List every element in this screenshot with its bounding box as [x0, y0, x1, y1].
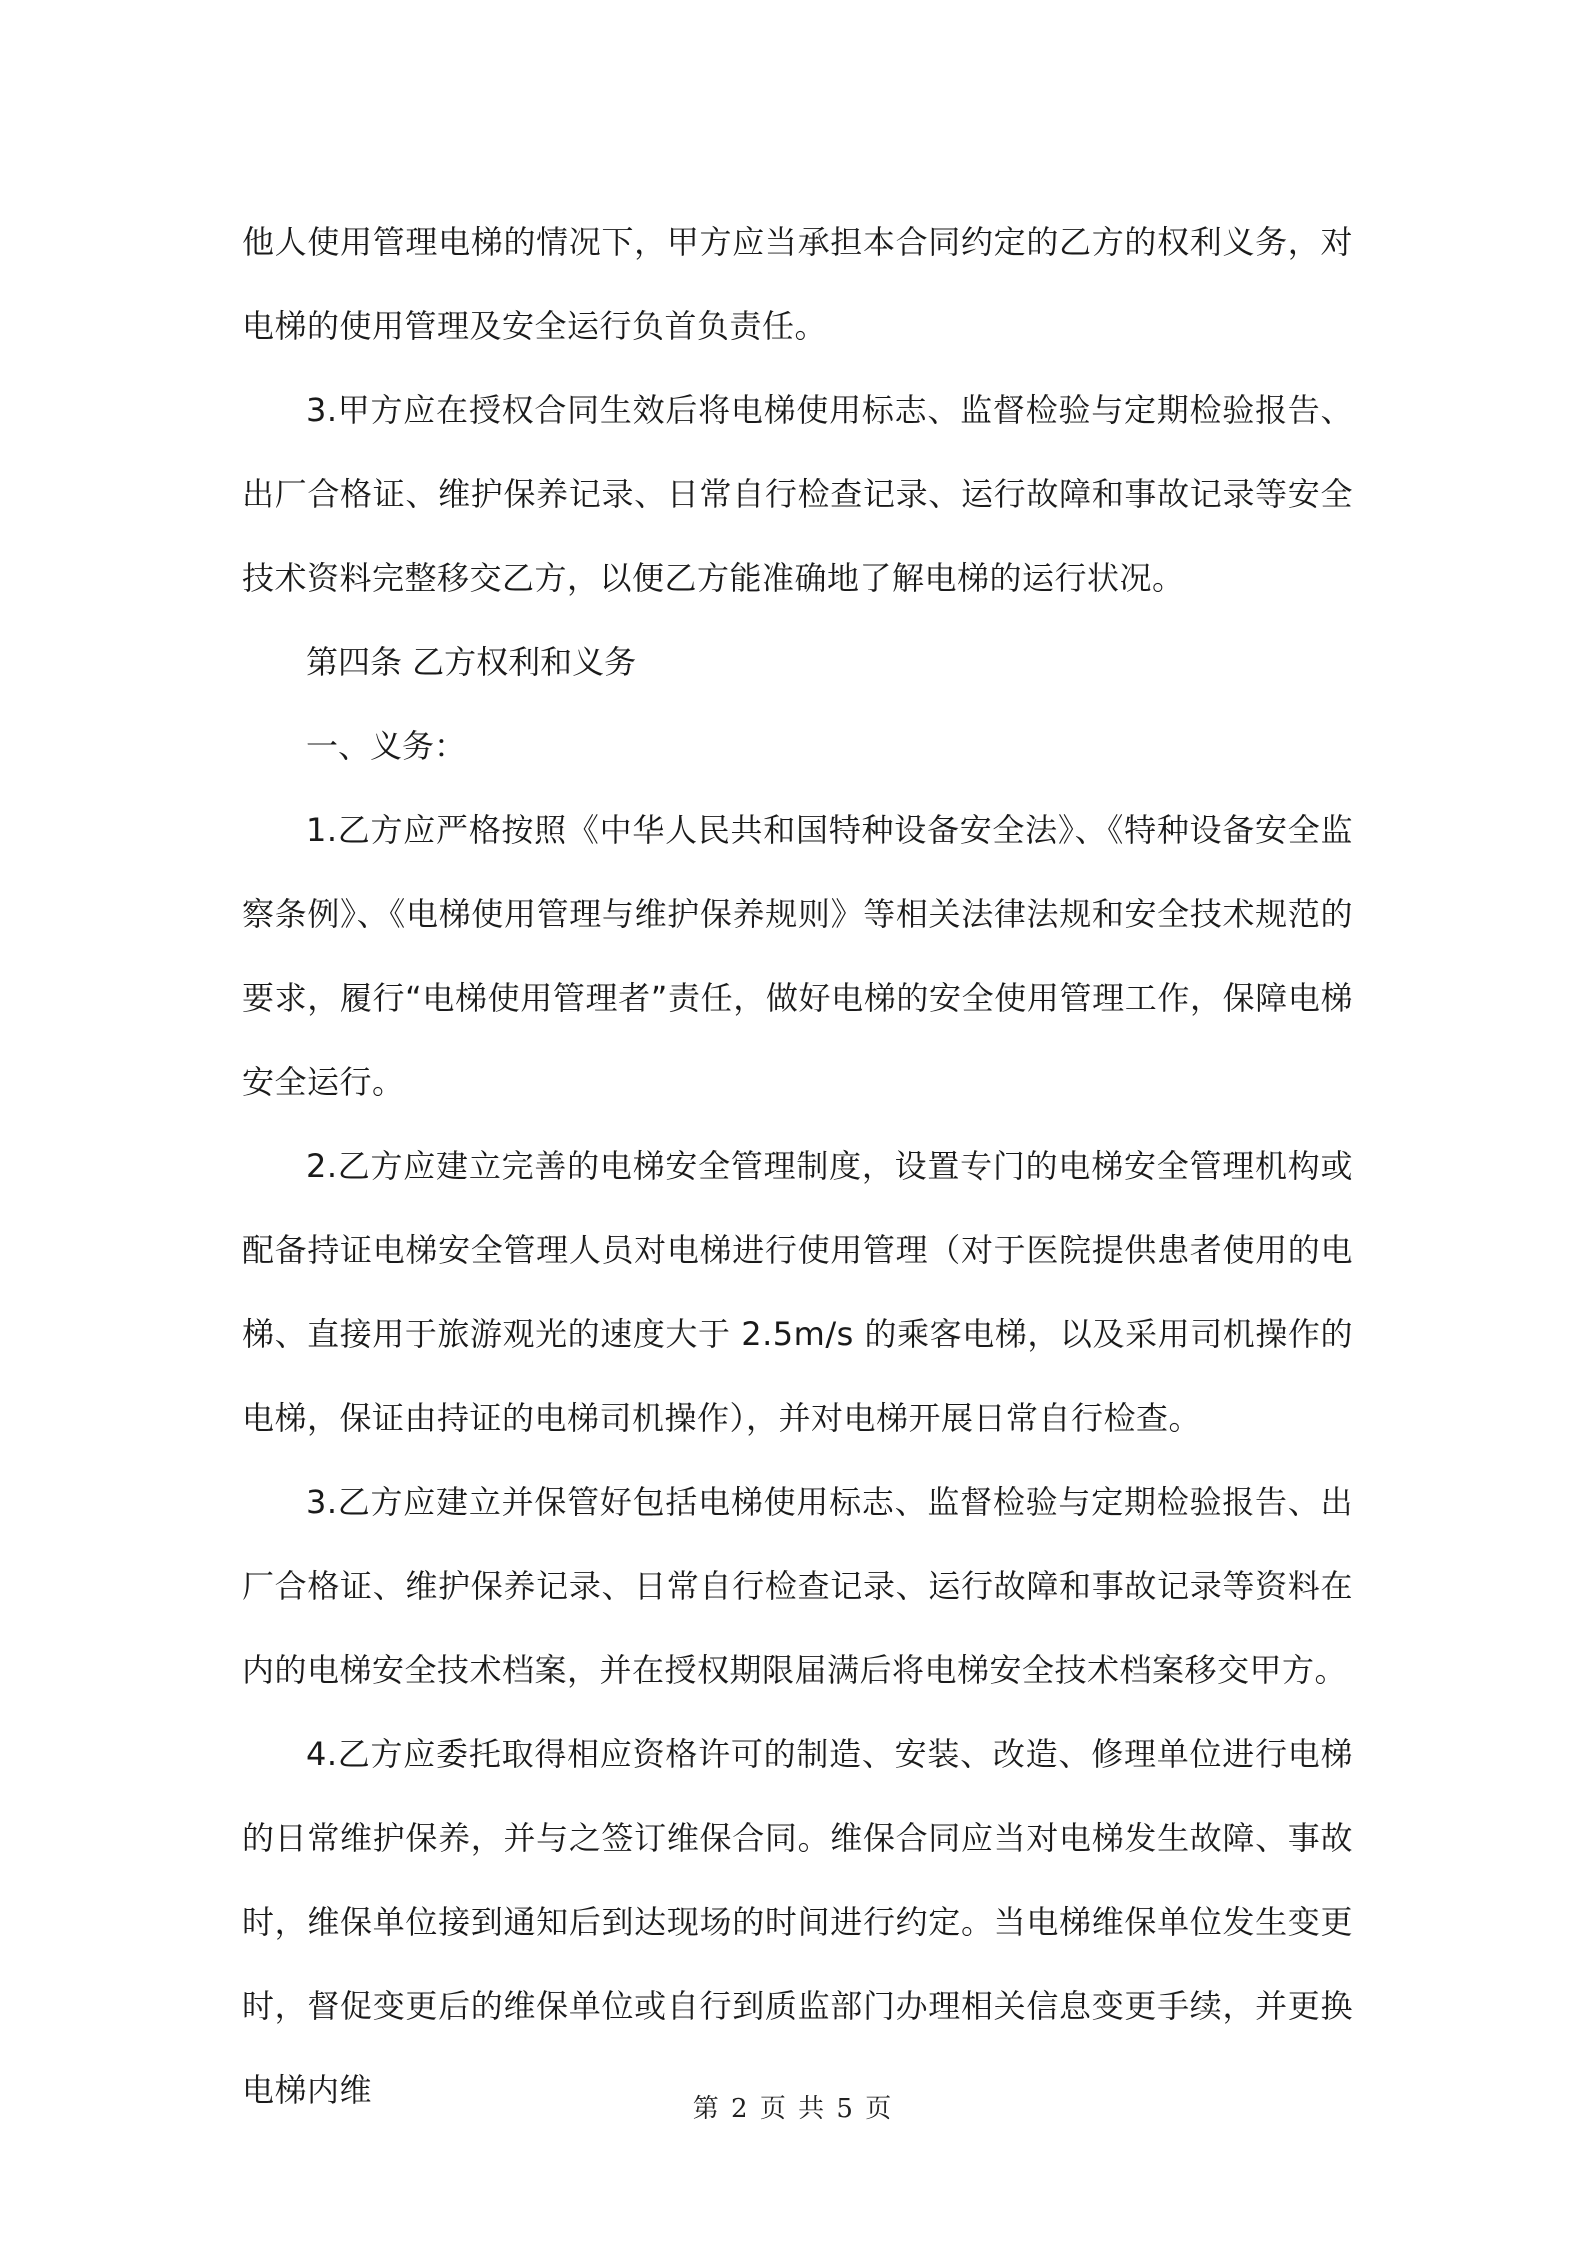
page-footer	[0, 2088, 1586, 2125]
paragraph-continuation: 他人使用管理电梯的情况下，甲方应当承担本合同约定的乙方的权利义务，对电梯的使用管理及安全运行负首负责任。	[242, 223, 1353, 345]
article-four-heading: 第四条 乙方权利和义务	[306, 643, 637, 681]
paragraph-item-3-party-a: 3.甲方应在授权合同生效后将电梯使用标志、监督检验与定期检验报告、出厂合格证、维护保养记录、日常自行检查记录、运行故障和事故记录等安全技术资料完整移交乙方，以便乙方能准确地了解电梯的运行状况。	[242, 391, 1353, 597]
paragraph-item-3: 3.乙方应建立并保管好包括电梯使用标志、监督检验与定期检验报告、出厂合格证、维护保养记录、日常自行检查记录、运行故障和事故记录等资料在内的电梯安全技术档案，并在授权期限届满后将电梯安全技术档案移交甲方。	[242, 1483, 1353, 1689]
paragraph-item-1: 1.乙方应严格按照《中华人民共和国特种设备安全法》、《特种设备安全监察条例》、《电梯使用管理与维护保养规则》等相关法律法规和安全技术规范的要求，履行“电梯使用管理者”责任，做好电梯的安全使用管理工作，保障电梯安全运行。	[242, 811, 1353, 1101]
page-number: 第 2 页 共 5 页	[692, 2094, 894, 2124]
paragraph-item-2: 2.乙方应建立完善的电梯安全管理制度，设置专门的电梯安全管理机构或配备持证电梯安全管理人员对电梯进行使用管理（对于医院提供患者使用的电梯、直接用于旅游观光的速度大于 2.5m/s 的乘客电梯，以及采用司机操作的电梯，保证由持证的电梯司机操作），并对电梯开展日常自行检查。	[242, 1147, 1353, 1437]
paragraph-item-4: 4.乙方应委托取得相应资格许可的制造、安装、改造、修理单位进行电梯的日常维护保养，并与之签订维保合同。维保合同应当对电梯发生故障、事故时，维保单位接到通知后到达现场的时间进行约定。当电梯维保单位发生变更时，督促变更后的维保单位或自行到质监部门办理相关信息变更手续，并更换电梯内维	[242, 1735, 1353, 2109]
obligations-heading: 一、义务：	[306, 727, 467, 765]
document-body	[242, 200, 1353, 2132]
